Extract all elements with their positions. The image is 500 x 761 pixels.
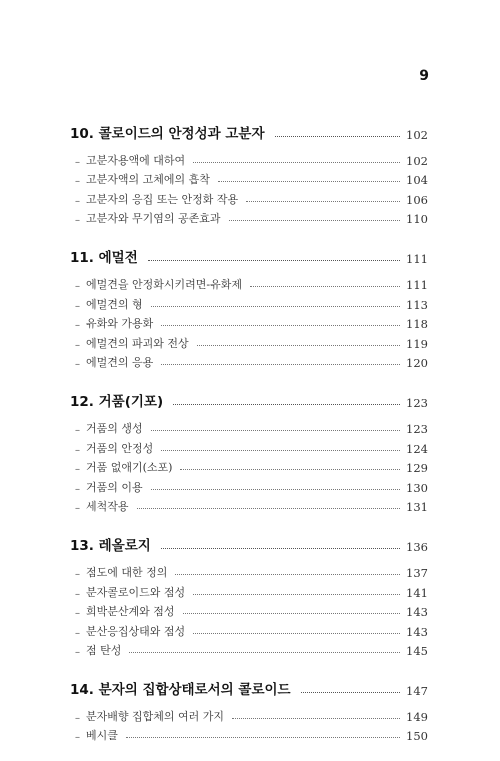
dot-leader (193, 162, 400, 163)
toc-entry (70, 436, 428, 456)
entry-page-number: 110 (406, 212, 428, 227)
dot-leader (193, 594, 400, 595)
entry-label: 점도에 대한 정의 (86, 565, 168, 579)
chapter-heading (70, 120, 428, 142)
entry-label: 베시클 (86, 729, 118, 743)
entry-page-number: 150 (406, 729, 428, 744)
entry-page-number: 124 (406, 441, 428, 456)
dot-leader (246, 201, 400, 202)
dot-leader (275, 136, 401, 137)
dash-bullet: – (75, 176, 80, 188)
toc-entry (70, 724, 428, 744)
chapter-heading (70, 244, 428, 266)
dot-leader (183, 613, 401, 614)
chapter-page-number: 102 (406, 128, 428, 142)
dot-leader (232, 718, 400, 719)
entry-page-number: 111 (406, 277, 428, 292)
entry-page-number: 104 (406, 173, 428, 188)
dash-bullet: – (75, 424, 80, 436)
entry-label: 분자배향 집합체의 여러 가지 (86, 709, 225, 723)
entry-page-number: 102 (406, 153, 428, 168)
dot-leader (173, 404, 400, 405)
toc-entry (70, 639, 428, 659)
dash-bullet: – (75, 195, 80, 207)
entry-label: 거품의 안정성 (86, 441, 154, 455)
chapter-page-number: 147 (406, 684, 428, 699)
dot-leader (197, 345, 400, 346)
dash-bullet: – (75, 568, 80, 580)
entry-page-number: 119 (406, 336, 428, 351)
chapter-title: 12. 거품(기포) (70, 394, 164, 411)
dot-leader (137, 508, 401, 509)
entry-label: 세척작용 (86, 500, 129, 514)
chapter-page-number: 123 (406, 396, 428, 411)
toc-entry (70, 704, 428, 724)
dot-leader (161, 450, 400, 451)
entry-label: 거품의 생성 (86, 421, 143, 435)
dot-leader (229, 220, 401, 221)
dot-leader (161, 325, 400, 326)
entry-label: 점 탄성 (86, 644, 122, 658)
toc-entry (70, 456, 428, 476)
entry-page-number: 141 (406, 585, 428, 600)
toc-entry (70, 272, 428, 292)
toc-entry (70, 495, 428, 515)
toc-section (70, 120, 428, 226)
dot-leader (175, 574, 400, 575)
entry-label: 고분자용액에 대하여 (86, 153, 186, 167)
dot-leader (193, 633, 400, 634)
entry-page-number: 120 (406, 356, 428, 371)
dot-leader (148, 260, 400, 261)
entry-label: 거품 없애기(소포) (86, 461, 173, 475)
entry-label: 에멀견의 응용 (86, 356, 154, 370)
dash-bullet: – (75, 339, 80, 351)
toc-entry (70, 600, 428, 620)
entry-page-number: 106 (406, 192, 428, 207)
dash-bullet: – (75, 444, 80, 456)
toc-section (70, 244, 428, 370)
chapter-page-number: 136 (406, 540, 428, 555)
entry-label: 에멀견의 형 (86, 297, 143, 311)
chapter-title: 10. 콜로이드의 안정성과 고분자 (70, 126, 265, 142)
entry-page-number: 113 (406, 297, 428, 312)
entry-page-number: 123 (406, 421, 428, 436)
chapter-title: 13. 레올로지 (70, 538, 151, 555)
dash-bullet: – (75, 300, 80, 312)
dot-leader (129, 652, 400, 653)
entry-page-number: 129 (406, 461, 428, 476)
chapter-heading (70, 532, 428, 554)
dash-bullet: – (75, 280, 80, 292)
entry-label: 분산응집상태와 점성 (86, 624, 186, 638)
toc-section (70, 676, 428, 743)
dash-bullet: – (75, 627, 80, 639)
chapter-title: 14. 분자의 집합상태로서의 콜로이드 (70, 682, 291, 699)
dot-leader (161, 364, 400, 365)
entry-label: 유화와 가용화 (86, 317, 154, 331)
dash-bullet: – (75, 608, 80, 620)
entry-label: 에멀견을 안정화시키려면-유화제 (86, 277, 242, 291)
chapter-title: 11. 에멀전 (70, 250, 138, 267)
dot-leader (161, 548, 400, 549)
toc-entry (70, 475, 428, 495)
dash-bullet: – (75, 588, 80, 600)
dot-leader (218, 181, 400, 182)
toc-entry (70, 292, 428, 312)
toc-section (70, 532, 428, 658)
toc-section (70, 388, 428, 514)
entry-label: 고분자액의 고체에의 흡착 (86, 173, 210, 187)
chapter-page-number: 111 (406, 252, 428, 267)
dash-bullet: – (75, 359, 80, 371)
entry-page-number: 137 (406, 565, 428, 580)
page-number: 9 (419, 68, 429, 84)
entry-page-number: 130 (406, 480, 428, 495)
entry-label: 에멀견의 파괴와 전상 (86, 336, 189, 350)
dash-bullet: – (75, 215, 80, 227)
toc-entry (70, 168, 428, 188)
dash-bullet: – (75, 712, 80, 724)
chapter-heading (70, 676, 428, 698)
table-of-contents (70, 120, 428, 761)
toc-entry (70, 351, 428, 371)
dot-leader (151, 489, 400, 490)
entry-label: 희박분산계와 점성 (86, 605, 175, 619)
dash-bullet: – (75, 503, 80, 515)
toc-entry (70, 619, 428, 639)
dot-leader (151, 306, 400, 307)
toc-entry (70, 416, 428, 436)
toc-entry (70, 187, 428, 207)
toc-entry (70, 580, 428, 600)
entry-page-number: 131 (406, 500, 428, 515)
chapter-heading (70, 388, 428, 410)
entry-page-number: 118 (406, 317, 428, 332)
entry-label: 분자콜로이드와 점성 (86, 585, 186, 599)
dot-leader (151, 430, 400, 431)
entry-page-number: 145 (406, 644, 428, 659)
entry-page-number: 143 (406, 624, 428, 639)
dot-leader (301, 692, 400, 693)
entry-label: 고분자의 응집 또는 안정화 작용 (86, 192, 239, 206)
dot-leader (180, 469, 400, 470)
entry-page-number: 143 (406, 605, 428, 620)
dot-leader (126, 737, 400, 738)
dash-bullet: – (75, 732, 80, 744)
dash-bullet: – (75, 647, 80, 659)
toc-entry (70, 560, 428, 580)
toc-entry (70, 331, 428, 351)
dash-bullet: – (75, 320, 80, 332)
entry-label: 고분자와 무기염의 공존효과 (86, 212, 221, 226)
dash-bullet: – (75, 483, 80, 495)
toc-entry (70, 312, 428, 332)
entry-page-number: 149 (406, 709, 428, 724)
dash-bullet: – (75, 464, 80, 476)
toc-entry (70, 148, 428, 168)
dash-bullet: – (75, 156, 80, 168)
toc-entry (70, 207, 428, 227)
entry-label: 거품의 이용 (86, 480, 143, 494)
dot-leader (250, 286, 400, 287)
